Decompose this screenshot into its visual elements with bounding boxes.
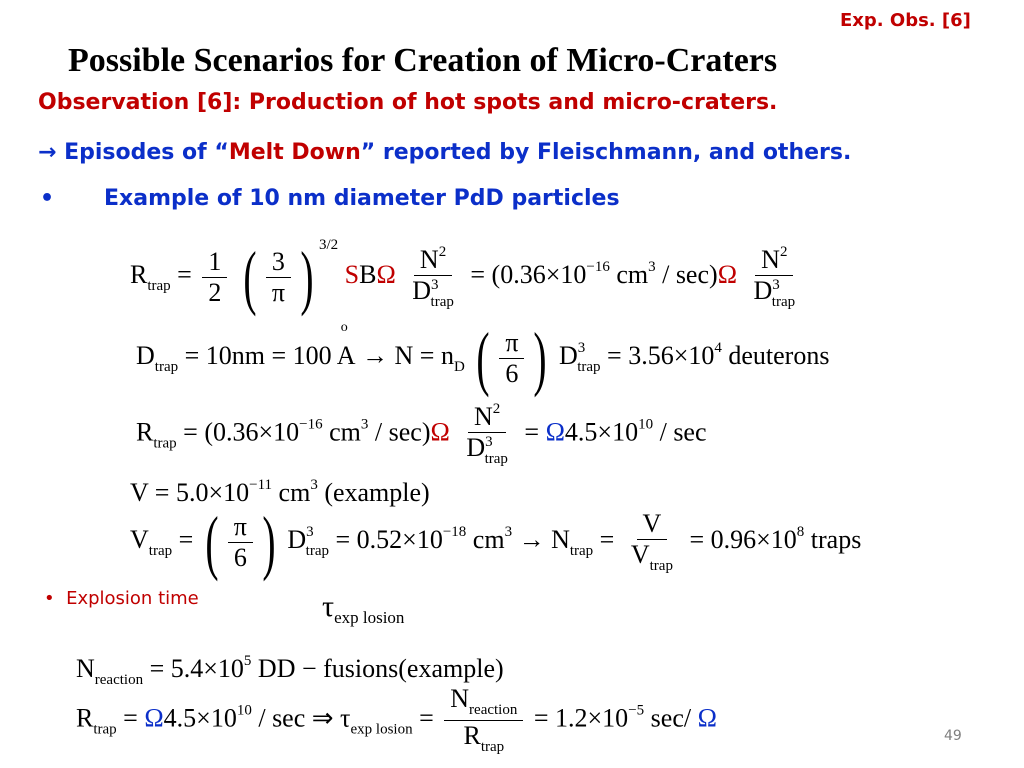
- equation-vtrap: $V_{trap}$ = ( $\frac{\pi}{6}$ ) $D^3_{trap} = 0.52\times 10^{-18}$ $cm^3 \to N_{trap}$ = $\frac{V}{V_{trap}}$ = $0.96\times 10^8$ traps: [130, 502, 862, 582]
- explosion-time-bullet: [44, 588, 199, 609]
- episodes-post: ” reported by Fleischmann, and others.: [360, 140, 852, 165]
- explosion-time-label: Explosion time: [66, 588, 199, 609]
- episodes-pre: Episodes of “: [56, 140, 229, 165]
- equation-rtrap-2: $R_{trap} = (0.36\times 10^{-16}$ $cm^3 / \sec)\Omega$ $\frac{N^2}{D^3_{trap}}$ = $\Omega 4.5\times 10^{10} / \sec$: [136, 401, 707, 467]
- equation-nreaction: $N_{reaction} = 5.4\times 10^5$ DD − fusions(example): [76, 653, 504, 688]
- episodes-line: [38, 140, 851, 165]
- observation-line: Observation [6]: Production of hot spots and micro-craters.: [38, 90, 778, 115]
- slide-title: Possible Scenarios for Creation of Micro-Craters: [68, 42, 778, 79]
- bullet-icon: •: [40, 186, 55, 211]
- page-number: 49: [944, 728, 962, 744]
- example-text: Example of 10 nm diameter PdD particles: [104, 186, 620, 211]
- equation-tau: $R_{trap} = \Omega 4.5\times 10^{10} / \sec$ ⇒ $\tau_{exp losion}$ = $\frac{N_{reaction}}{R_{trap}}$ = $1.2\times 10^{-5}$ sec/ Ω: [76, 684, 717, 755]
- equation-dtrap: $D_{trap} = 10nm = 100$ A o → $N = n_D$ ( $\frac{\pi}{6}$ ) $D^3_{trap} = 3.56\times 10^4$ deuterons: [136, 318, 830, 398]
- slide-reference: Exp. Obs. [6]: [840, 10, 971, 31]
- equation-rtrap-1: $R_{trap}$ = $\frac{1}{2}$ ( $\frac{3}{\pi}$ ) $^{3/2}$ SBΩ $\frac{N^2}{D^3_{trap}}$ = ($0.36\times 10^{-16}$ $cm^3 / \sec)\Omega$ $\frac{N^2}{D^3_{trap}}$: [130, 237, 796, 318]
- example-bullet: [40, 186, 54, 211]
- equation-volume: $V = 5.0\times 10^{-11}$ $cm^3$ (example): [130, 477, 430, 507]
- tau-explosion: $\tau_{exp losion}$: [322, 590, 405, 627]
- bullet-icon: •: [44, 588, 55, 609]
- melt-down-text: Melt Down: [228, 140, 361, 165]
- arrow-icon: →: [38, 140, 57, 165]
